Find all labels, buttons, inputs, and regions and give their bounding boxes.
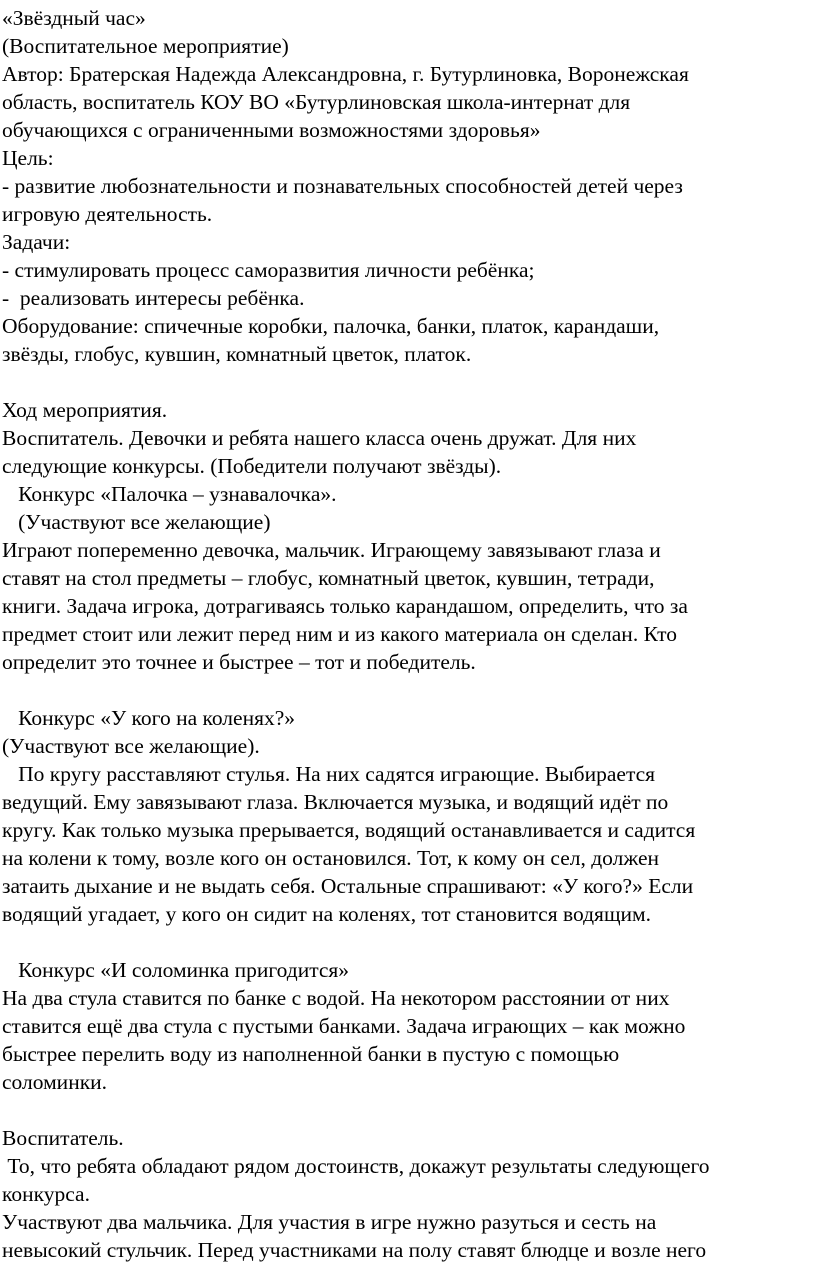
paragraph-line: На два стула ставится по банке с водой. На некотором расстоянии от них <box>2 986 670 1010</box>
paragraph-line: на колени к тому, возле кого он остановился. Тот, к кому он сел, должен <box>2 846 659 870</box>
paragraph-line: ставят на стол предметы – глобус, комнатный цветок, кувшин, тетради, <box>2 566 655 590</box>
paragraph-line: ставится ещё два стула с пустыми банками. Задача играющих – как можно <box>2 1014 686 1038</box>
author-line: Автор: Братерская Надежда Александровна, г. Бутурлиновка, Воронежская <box>2 62 689 86</box>
paragraph-line: Воспитатель. Девочки и ребята нашего класса очень дружат. Для них <box>2 426 637 450</box>
blank-line <box>2 368 816 396</box>
goal-heading: Цель: <box>2 146 54 170</box>
contest-heading: Конкурс «И соломинка пригодится» <box>2 958 350 982</box>
blank-line <box>2 928 816 956</box>
paragraph-line: следующие конкурсы. (Победители получают звёзды). <box>2 454 502 478</box>
paragraph-line: Участвуют два мальчика. Для участия в игре нужно разуться и сесть на <box>2 1210 657 1234</box>
equipment-text: звёзды, глобус, кувшин, комнатный цветок, платок. <box>2 342 472 366</box>
tasks-heading: Задачи: <box>2 230 71 254</box>
task-item: - стимулировать процесс саморазвития личности ребёнка; <box>2 258 535 282</box>
paragraph-line: ведущий. Ему завязывают глаза. Включается музыка, и водящий идёт по <box>2 790 669 814</box>
paragraph-line: (Участвуют все желающие) <box>2 510 271 534</box>
paragraph-line: (Участвуют все желающие). <box>2 734 260 758</box>
paragraph-line: соломинки. <box>2 1070 108 1094</box>
paragraph-line: предмет стоит или лежит перед ним и из какого материала он сделан. Кто <box>2 622 677 646</box>
blank-line <box>2 1096 816 1124</box>
paragraph-line: невысокий стульчик. Перед участниками на полу ставят блюдце и возле него <box>2 1238 707 1262</box>
paragraph-line: То, что ребята обладают рядом достоинств, докажут результаты следующего <box>2 1154 710 1178</box>
equipment-text: Оборудование: спичечные коробки, палочка, банки, платок, карандаши, <box>2 314 660 338</box>
paragraph-line: Играют попеременно девочка, мальчик. Играющему завязывают глаза и <box>2 538 661 562</box>
doc-subtitle: (Воспитательное мероприятие) <box>2 34 289 58</box>
task-item: - реализовать интересы ребёнка. <box>2 286 305 310</box>
author-line: обучающихся с ограниченными возможностями здоровья» <box>2 118 541 142</box>
contest-heading: Конкурс «У кого на коленях?» <box>2 706 296 730</box>
paragraph-line: книги. Задача игрока, дотрагиваясь только карандашом, определить, что за <box>2 594 688 618</box>
contest-heading: Конкурс «Палочка – узнавалочка». <box>2 482 337 506</box>
paragraph-line: водящий угадает, у кого он сидит на коленях, тот становится водящим. <box>2 902 651 926</box>
paragraph-line: кругу. Как только музыка прерывается, водящий останавливается и садится <box>2 818 696 842</box>
blank-line <box>2 676 816 704</box>
goal-text: игровую деятельность. <box>2 202 213 226</box>
author-line: область, воспитатель КОУ ВО «Бутурлиновская школа-интернат для <box>2 90 631 114</box>
doc-title: «Звёздный час» <box>2 6 146 30</box>
paragraph-line: конкурса. <box>2 1182 90 1206</box>
paragraph-line: затаить дыхание и не выдать себя. Остальные спрашивают: «У кого?» Если <box>2 874 694 898</box>
paragraph-line: определит это точнее и быстрее – тот и победитель. <box>2 650 476 674</box>
paragraph-line: По кругу расставляют стулья. На них садятся играющие. Выбирается <box>2 762 656 786</box>
goal-text: - развитие любознательности и познавательных способностей детей через <box>2 174 683 198</box>
section-heading: Ход мероприятия. <box>2 398 168 422</box>
section-heading: Воспитатель. <box>2 1126 124 1150</box>
paragraph-line: быстрее перелить воду из наполненной банки в пустую с помощью <box>2 1042 620 1066</box>
